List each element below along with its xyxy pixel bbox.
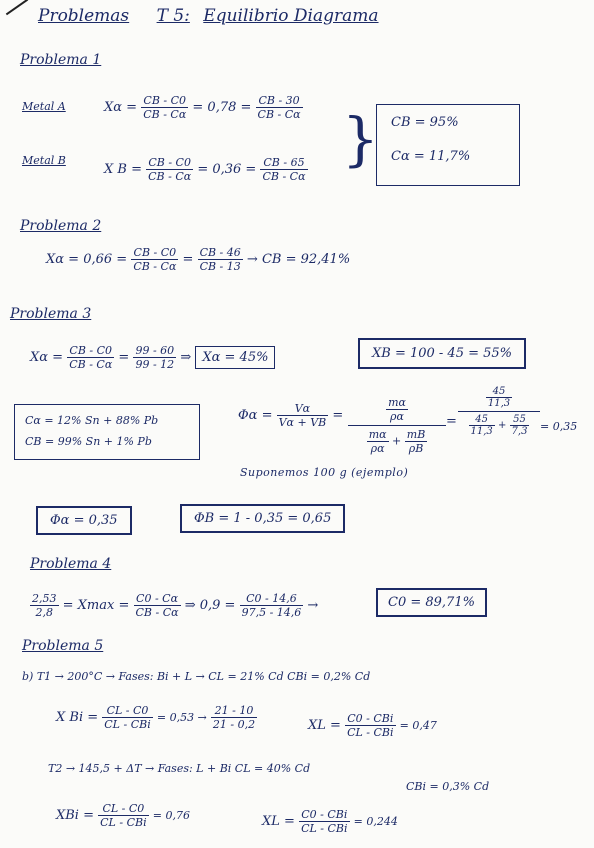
metal-a-equation: [104, 94, 303, 121]
fraction: $\frac{2,53}{2,8}$: [32, 592, 57, 619]
fraction: $\frac{m\alpha}{\rho\alpha}$: [368, 428, 387, 455]
x-bi-equation: [56, 704, 257, 731]
phi-equation: [238, 402, 343, 429]
fraction: $\frac{CL - C0}{\text{CL - CBi}}$: [104, 704, 151, 731]
header-problemas: Problemas: [38, 6, 130, 26]
fraction: $\frac{\text{C0 - CBi}}{\text{CL - CBi}}$: [301, 808, 348, 835]
phi-result: = 0,35: [540, 420, 578, 433]
arrow: ⇒: [180, 350, 192, 365]
phi-beta-box: ΦB = 1 - 0,35 = 0,65: [180, 504, 345, 533]
brace: }: [342, 105, 379, 173]
pen-stroke: [6, 0, 28, 15]
fraction: $\frac{CB - 46}{CB - 13}$: [199, 246, 241, 273]
eq-sign: =: [182, 252, 194, 267]
eq-mid: = 0,36 =: [197, 162, 257, 177]
eq-lhs: Φα =: [238, 408, 273, 423]
problem-1-heading: Problema 1: [20, 52, 102, 68]
fraction: $\frac{CB - C0}{CB - C\alpha}$: [69, 344, 113, 371]
fraction: $\frac{45}{11,3}$: [470, 414, 493, 437]
header-subject: Equilibrio Diagrama: [203, 6, 379, 26]
fraction: $\frac{45}{11,3}$: [487, 386, 511, 409]
eq-lhs: Xα =: [104, 100, 138, 115]
problem-3-equation: [30, 344, 275, 371]
mass-density-fraction: [348, 396, 446, 455]
arrow: →: [307, 598, 319, 613]
fraction: $\frac{CB - C0}{CB - C\alpha}$: [148, 156, 192, 183]
x-l-equation: [308, 712, 437, 739]
problem-2-heading: Problema 2: [20, 218, 102, 234]
eq-sign: =: [332, 408, 344, 423]
result-cb: CB = 95%: [391, 115, 459, 130]
fraction: $\frac{99 - 60}{99 - 12}$: [135, 344, 175, 371]
x-l-2-equation: [262, 808, 398, 835]
fraction: $\frac{CB - 30}{CB - C\alpha}$: [257, 94, 301, 121]
fraction: $\frac{CB - 65}{CB - C\alpha}$: [262, 156, 306, 183]
phi-alpha-box: Φα = 0,35: [36, 506, 132, 535]
eq-lhs: Xα =: [30, 350, 64, 365]
problem-4-equation: [30, 592, 318, 619]
problem-5-t2-line: T2 → 145,5 + ΔT → Fases: L + Bi CL = 40% Cd: [48, 762, 311, 775]
numeric-fraction: [458, 386, 540, 437]
x-beta-result-box: XB = 100 - 45 = 55%: [358, 338, 526, 369]
fraction: $\frac{CL - C0}{\text{CL - CBi}}$: [100, 802, 147, 829]
eq-lhs: = Xmax =: [62, 598, 130, 613]
t2-cbi: CBi = 0,3% Cd: [406, 780, 490, 793]
problem-3-heading: Problema 3: [10, 306, 92, 322]
metal-a-label: Metal A: [22, 100, 66, 113]
composition-beta: CB = 99% Sn + 1% Pb: [25, 435, 152, 448]
fraction: $\frac{V\alpha}{V\alpha + VB}$: [278, 402, 327, 429]
fraction-denominator: $\frac{m\alpha}{\rho\alpha}$ + $\frac{mB}{\rho B}$: [368, 428, 426, 455]
eq-lhs: XL =: [262, 814, 295, 829]
fraction: $\frac{21 - 10}{21 - 0,2}$: [212, 704, 256, 731]
fraction: $\frac{C0 - C\alpha}{CB - C\alpha}$: [135, 592, 179, 619]
page-header: [38, 6, 379, 26]
composition-alpha: Cα = 12% Sn + 88% Pb: [25, 414, 159, 427]
eq-sign: =: [446, 414, 457, 429]
fraction: $\frac{\text{C0 - CBi}}{\text{CL - CBi}}$: [347, 712, 394, 739]
eq-sign: =: [118, 350, 130, 365]
eq-lhs: XL =: [308, 718, 341, 733]
eq-lhs: Xα = 0,66 =: [46, 252, 128, 267]
fraction: $\frac{C0 - 14,6}{97,5 - 14,6}$: [241, 592, 302, 619]
problem-4-result-box: C0 = 89,71%: [376, 588, 487, 617]
eq-mid: = 0,78 =: [192, 100, 252, 115]
fraction-numerator: [348, 396, 446, 426]
fraction-numerator: [458, 386, 540, 412]
eq-result: = 0,47: [399, 719, 437, 732]
eq-result: = 0,244: [353, 815, 398, 828]
result-calpha: Cα = 11,7%: [391, 149, 471, 164]
x-bi-2-equation: [56, 802, 190, 829]
eq-lhs: X B =: [104, 162, 142, 177]
fraction: $\frac{55}{7,3}$: [511, 414, 528, 437]
fraction: $\frac{CB - C0}{CB - C\alpha}$: [143, 94, 187, 121]
fraction: $\frac{CB - C0}{CB - C\alpha}$: [133, 246, 177, 273]
fraction: $\frac{mB}{\rho B}$: [406, 428, 426, 455]
composition-box: [14, 404, 200, 460]
fraction-denominator: $\frac{45}{11,3}$ + $\frac{55}{7,3}$: [470, 414, 528, 437]
assumption-note: Suponemos 100 g (ejemplo): [240, 466, 409, 479]
metal-b-equation: [104, 156, 308, 183]
eq-result: → CB = 92,41%: [246, 252, 351, 267]
eq-lhs: XBi =: [56, 808, 94, 823]
fraction: $\frac{m\alpha}{\rho\alpha}$: [388, 396, 406, 423]
problem-5-heading: Problema 5: [22, 638, 104, 654]
problem-5-t1-line: b) T1 → 200°C → Fases: Bi + L → CL = 21% Cd CBi = 0,2% Cd: [22, 670, 371, 683]
problem-1-result-box: [376, 104, 520, 186]
header-topic: T 5:: [156, 6, 190, 26]
x-alpha-result-box: Xα = 45%: [195, 346, 275, 369]
metal-b-label: Metal B: [22, 154, 66, 167]
problem-4-heading: Problema 4: [30, 556, 112, 572]
problem-2-equation: [46, 246, 350, 273]
eq-mid: ⇒ 0,9 =: [184, 598, 236, 613]
eq-result: = 0,76: [152, 809, 190, 822]
eq-lhs: X Bi =: [56, 710, 99, 725]
eq-mid: = 0,53 →: [156, 711, 207, 724]
